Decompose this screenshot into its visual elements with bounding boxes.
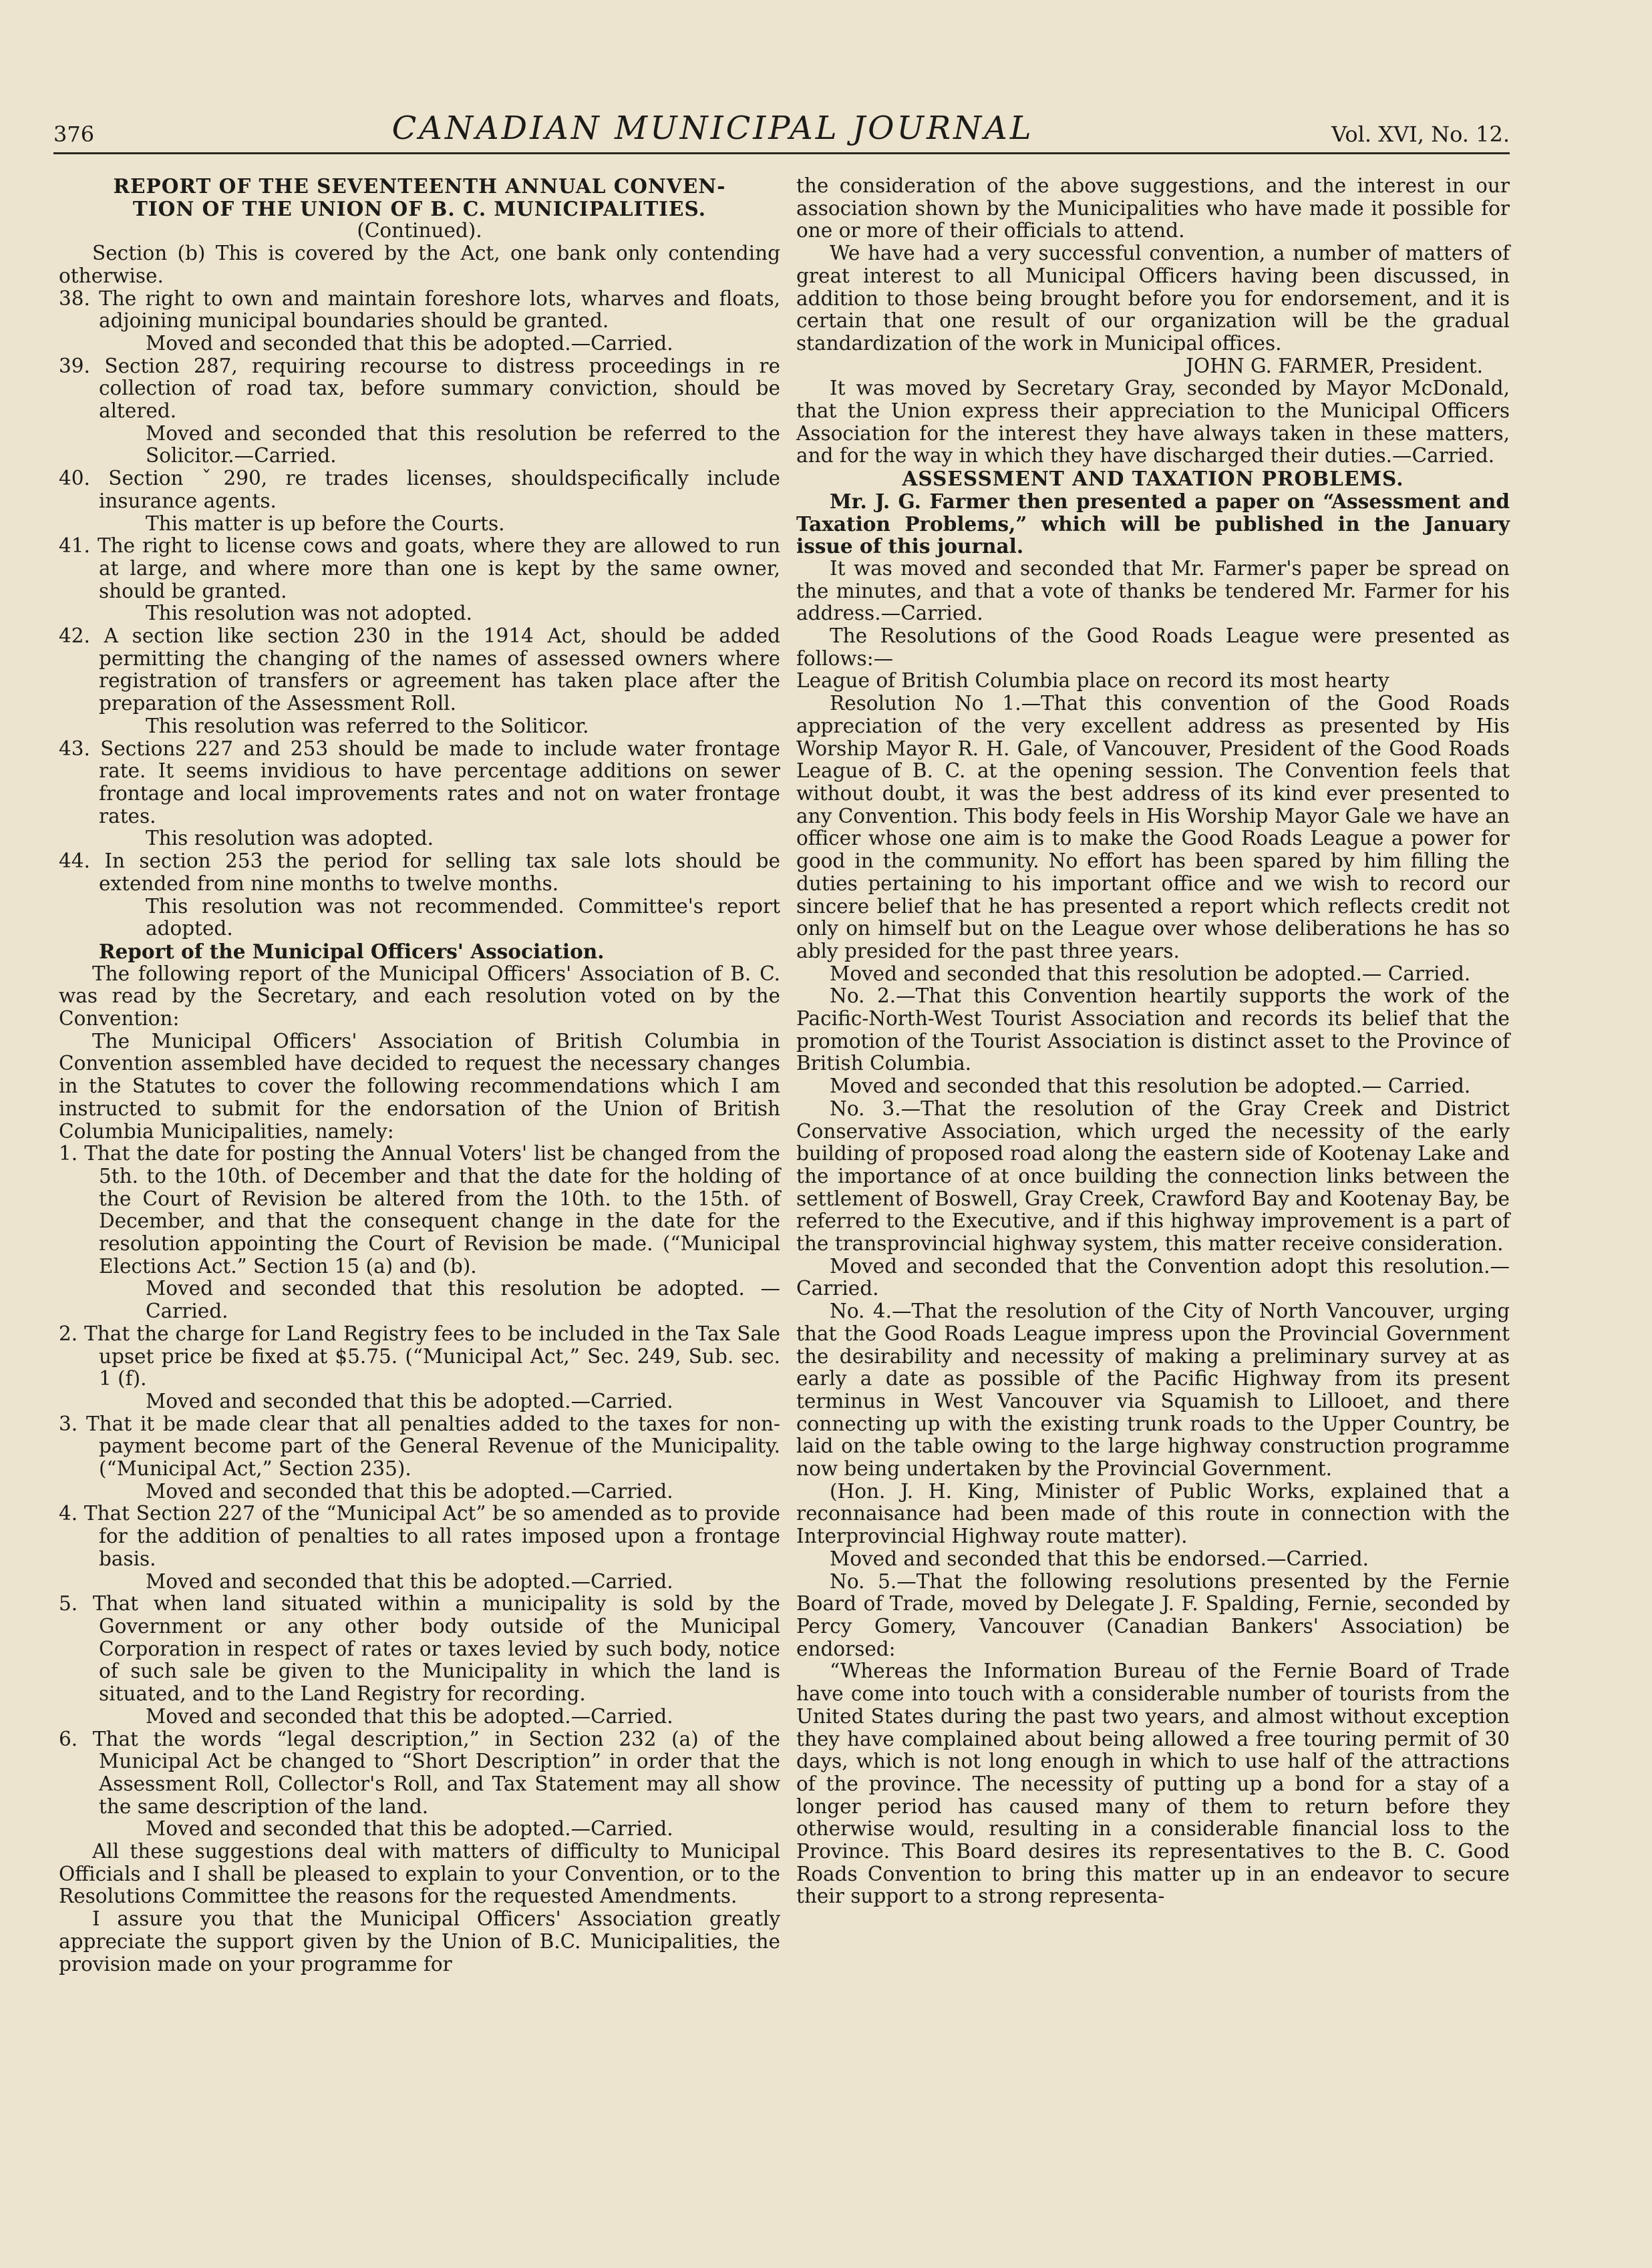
resolution-outcome: This resolution was not adopted. (146, 602, 472, 625)
numbered-resolution: 39. Section 287, requiring recourse to distress proceedings in re collection of road tax, before summary conviction, should be altered. (59, 354, 780, 423)
paragraph: The Municipal Officers' Association of British Columbia in Convention assembled have decided to request the necessary changes in the Statutes to cover the following recommendations which I am instructed to submit for the endorsation of the Union of British Columbia Municipalities, namely: (59, 1029, 780, 1143)
resolution-outcome: Moved and seconded that this be adopted.—Carried. (146, 1389, 673, 1412)
paragraph: It was moved and seconded that Mr. Farmer's paper be spread on the minutes, and that a vote of thanks be tendered Mr. Farmer for his address.—Carried. (796, 556, 1510, 625)
numbered-resolution: 2. That the charge for Land Registry fees to be included in the Tax Sale upset price be fixed at $5.75. (“Municipal Act,” Sec. 249, Sub. sec. 1 (f). (59, 1322, 780, 1390)
paragraph: It was moved by Secretary Gray, seconded by Mayor McDonald, that the Union express their appreciation to the Municipal Officers Association for the interest they have always taken in these matters, and for the way in which they have discharged their duties.—Carried. (796, 377, 1510, 467)
numbered-resolution: 5. That when land situated within a municipality is sold by the Government or any other body outside of the Municipal Corporation in respect of rates or taxes levied by such body, notice of such sale be given to the Municipality in which the land is situated, and to the Land Registry for recording. (59, 1592, 780, 1706)
resolution-outcome: This resolution was referred to the Soliticor. (146, 714, 589, 737)
numbered-resolution: 44. In section 253 the period for selling tax sale lots should be extended from nine months to twelve months. (59, 849, 780, 895)
paragraph: League of British Columbia place on record its most hearty (796, 669, 1389, 693)
numbered-resolution: 1. That the date for posting the Annual Voters' list be changed from the 5th. to the 10th. of December and that the date for the holding of the Court of Revision be altered from the 10th. to the 15th. of December, and that the consequent change in the date for the resolution appointing the Court of Revision be made. (“Municipal Elections Act.” Section 15 (a) and (b). (59, 1142, 780, 1278)
resolution-outcome: This matter is up before the Courts. (146, 512, 505, 535)
resolution-outcome: Moved and seconded that this resolution be referred to the Solicitor.—Carried. (146, 421, 780, 467)
numbered-resolution: 3. That it be made clear that all penalties added to the taxes for non-payment become part of the General Revenue of the Municipality. (“Municipal Act,” Section 235). (59, 1412, 780, 1481)
volume-info: Vol. XVI, No. 12. (1331, 122, 1510, 147)
continued-note: (Continued). (357, 219, 482, 242)
left-column (59, 175, 780, 1975)
right-column (796, 175, 1510, 1908)
numbered-resolution: 43. Sections 227 and 253 should be made to include water frontage rate. It seems invidious to have percentage additions on sewer frontage and local improvements rates and not on water frontage rates. (59, 737, 780, 827)
paragraph: No. 5.—That the following resolutions presented by the Fernie Board of Trade, moved by Delegate J. F. Spalding, Fernie, seconded by Percy Gomery, Vancouver (Canadian Bankers' Association) be endorsed: (796, 1569, 1510, 1660)
page-number: 376 (53, 122, 95, 147)
resolution-outcome: Moved and seconded that this resolution be adopted. —Carried. (146, 1277, 780, 1323)
resolution-outcome: Moved and seconded that this be adopted.—Carried. (146, 331, 673, 355)
bold-subheading: Report of the Municipal Officers' Association. (99, 939, 605, 963)
numbered-resolution: 41. The right to license cows and goats, where they are allowed to run at large, and where more than one is kept by the same owner, should be granted. (59, 534, 780, 602)
resolution-outcome: Moved and seconded that this be adopted.—Carried. (146, 1479, 673, 1503)
numbered-resolution: 42. A section like section 230 in the 1914 Act, should be added permitting the changing of the names of assessed owners where registration of transfers or agreement has taken place after the preparation of the Assessment Roll. (59, 624, 780, 715)
paragraph: (Hon. J. H. King, Minister of Public Works, explained that a reconnaisance had been made of this route in connection with the Interprovincial Highway route matter). (796, 1479, 1510, 1548)
paragraph: Moved and seconded that the Convention adopt this resolution.—Carried. (796, 1254, 1510, 1300)
section-heading: TION OF THE UNION OF B. C. MUNICIPALITIES. (132, 196, 707, 220)
paragraph: The following report of the Municipal Officers' Association of B. C. was read by the Secretary, and each resolution voted on by the Convention: (59, 962, 780, 1030)
numbered-resolution: 6. That the words “legal description,” in Section 232 (a) of the Municipal Act be changed to “Short Description” in order that the Assessment Roll, Collector's Roll, and Tax Statement may all show the same description of the land. (59, 1727, 780, 1818)
paragraph: The Resolutions of the Good Roads League were presented as follows:— (796, 624, 1510, 670)
numbered-resolution: 40. Section ˇ290, re trades licenses, shouldspecifically include insurance agents. (59, 467, 780, 512)
section-heading: REPORT OF THE SEVENTEENTH ANNUAL CONVEN- (113, 174, 726, 198)
bold-subheading: Mr. J. G. Farmer then presented a paper on “Assessment and Taxation Problems,” which will be published in the January issue of this journal. (796, 489, 1510, 558)
paragraph: Moved and seconded that this be endorsed.—Carried. (830, 1547, 1369, 1570)
signature: JOHN G. FARMER, President. (1186, 354, 1483, 377)
numbered-resolution: 38. The right to own and maintain foreshore lots, wharves and floats, adjoining municipal boundaries should be granted. (59, 287, 780, 333)
paragraph: Resolution No 1.—That this convention of the Good Roads appreciation of the very excellent address as presented by His Worship Mayor R. H. Gale, of Vancouver, President of the Good Roads League of B. C. at the opening session. The Convention feels that without doubt, it was the best address of its kind ever presented to any Convention. This body feels in His Worship Mayor Gale we have an officer whose one aim is to make the Good Roads League a power for good in the community. No effort has been spared by him filling the duties pertaining to his important office and we wish to record our sincere belief that he has presented a report which reflects credit not only on himself but on the League over whose deliberations he has so ably presided for the past three years. (796, 692, 1510, 962)
paragraph: Moved and seconded that this resolution be adopted.— Carried. (830, 1075, 1471, 1098)
paragraph: All these suggestions deal with matters of difficulty to Municipal Officials and I shall be pleased to explain to your Convention, or to the Resolutions Committee the reasons for the requested Amendments. (59, 1840, 780, 1908)
numbered-resolution: 4. That Section 227 of the “Municipal Act” be so amended as to provide for the addition of penalties to all rates imposed upon a frontage basis. (59, 1502, 780, 1570)
paragraph: I assure you that the Municipal Officers' Association greatly appreciate the support given by the Union of B.C. Municipalities, the provision made on your programme for (59, 1907, 780, 1975)
paragraph: We have had a very successful convention, a number of matters of great interest to all Municipal Officers having been discussed, in addition to those being brought before you for endorsement, and it is certain that one result of our organization will be the gradual standardization of the work in Municipal offices. (796, 242, 1510, 355)
section-heading: ASSESSMENT AND TAXATION PROBLEMS. (902, 467, 1404, 491)
journal-title: CANADIAN MUNICIPAL JOURNAL (391, 110, 1034, 147)
paragraph: No. 3.—That the resolution of the Gray Creek and District Conservative Association, which urged the necessity of the early building of proposed road along the eastern side of Kootenay Lake and the importance of at once building the connection links between the settlement of Boswell, Gray Creek, Crawford Bay and Kootenay Bay, be referred to the Executive, and if this highway improvement is a part of the transprovincial highway system, this matter receive consideration. (796, 1097, 1510, 1256)
resolution-outcome: Moved and seconded that this be adopted.—Carried. (146, 1704, 673, 1728)
resolution-outcome: Moved and seconded that this be adopted.—Carried. (146, 1817, 673, 1841)
paragraph: No. 2.—That this Convention heartily supports the work of the Pacific-North-West Tourist Association and records its belief that the promotion of the Tourist Association is distinct asset to the Province of British Columbia. (796, 984, 1510, 1075)
paragraph: the consideration of the above suggestions, and the interest in our association shown by the Municipalities who have made it possible for one or more of their officials to attend. (796, 174, 1510, 242)
resolution-outcome: This resolution was adopted. (146, 827, 434, 850)
resolution-outcome: This resolution was not recommended. Committee's report adopted. (146, 894, 780, 940)
paragraph: No. 4.—That the resolution of the City of North Vancouver, urging that the Good Roads League impress upon the Provincial Government the desirability and necessity of making a preliminary survey at as early a date as possible of the Pacific Highway from its present terminus in West Vancouver via Squamish to Lillooet, and there connecting up with the existing trunk roads to the Upper Country, be laid on the table owing to the large highway construction programme now being undertaken by the Provincial Government. (796, 1300, 1510, 1481)
resolution-outcome: Moved and seconded that this be adopted.—Carried. (146, 1569, 673, 1593)
paragraph: “Whereas the Information Bureau of the Fernie Board of Trade have come into touch with a considerable number of tourists from the United States during the past two years, and almost without exception they have complained about being allowed a free touring permit of 30 days, which is not long enough in which to use half of the attractions of the province. The necessity of putting up a bond for a stay of a longer period has caused many of them to return before they otherwise would, resulting in a considerable financial loss to the Province. This Board desires its representatives to the B. C. Good Roads Convention to bring this matter up in an endeavor to secure their support to a strong representa- (796, 1660, 1510, 1908)
paragraph: Moved and seconded that this resolution be adopted.— Carried. (830, 962, 1471, 985)
page-header (53, 100, 1510, 154)
paragraph: Section (b) This is covered by the Act, one bank only contending otherwise. (59, 242, 780, 287)
